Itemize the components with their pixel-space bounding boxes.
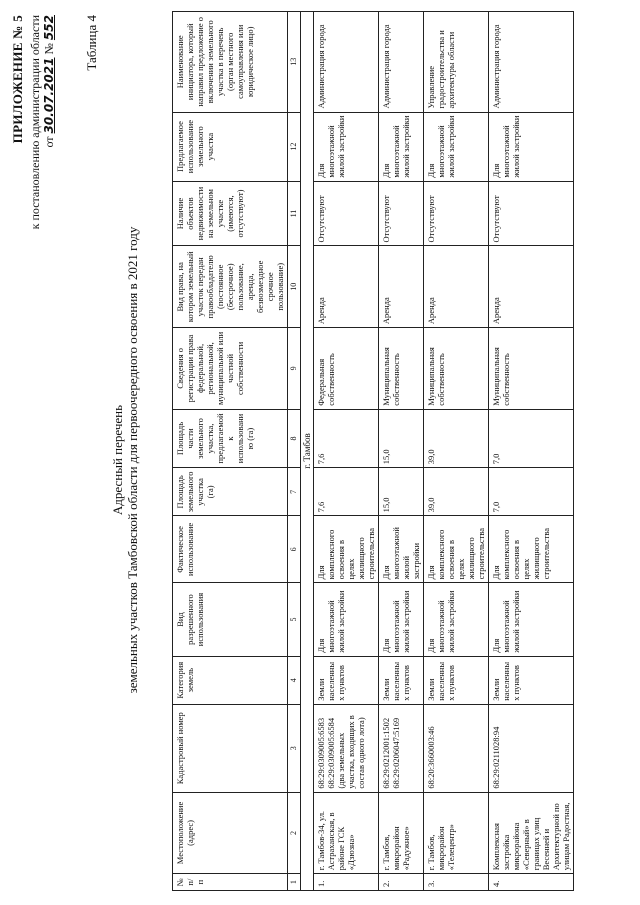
col-header: Наименование инициатора, который направил предложение о включении земельного участка в перечень (орган местного самоуправления или юридическое лицо)	[173, 12, 288, 113]
number-handwritten: 552	[42, 15, 56, 41]
col-header: Категория земель	[173, 656, 288, 704]
cell-proposed-use: Для многоэтажной жилой застройки	[424, 112, 489, 181]
title-line-1: Адресный перечень	[110, 404, 125, 516]
col-header: Местоположение (адрес)	[173, 792, 288, 874]
cell-location: г. Тамбов, микрорайон «Телецентр»	[424, 792, 489, 874]
cell-permitted-use: Для многоэтажной жилой застройки	[314, 583, 379, 656]
cell-area: 15,0	[379, 468, 424, 516]
cell-category: Земли населенных пунктов	[379, 656, 424, 704]
cell-location: Комплексная застройка микрорайона «Северный» в границах улиц Весенней и Архитектурной по улицам Радостная,	[489, 792, 574, 874]
date-handwritten: 30.07.2021	[42, 57, 56, 134]
cell-category: Земли населенных пунктов	[424, 656, 489, 704]
cell-location: г. Тамбов-34, ул. Астраханская, в районе ГСК «Дзюзна»	[314, 792, 379, 874]
cell-category: Земли населенных пунктов	[489, 656, 574, 704]
title-line-2: земельных участков Тамбовской области для первоочередного освоения в 2021 году	[125, 226, 140, 694]
cell-permitted-use: Для многоэтажной жилой застройки	[379, 583, 424, 656]
cell-actual-use: Для комплексного освоения в целях жилищного строительства	[489, 516, 574, 583]
col-number: 1	[288, 874, 301, 891]
cell-ownership: Федеральная собственность	[314, 328, 379, 410]
date-line	[42, 15, 56, 315]
table-label: Таблица 4	[84, 15, 99, 71]
col-header: Вид права, на котором земельный участок передан правообладателю (постоянное (бессрочное) пользование, аренда, безвозмездное срочное пользование)	[173, 246, 288, 328]
table-row	[314, 12, 379, 891]
cell-right: Аренда	[379, 246, 424, 328]
col-header: Площадь земельного участка (га)	[173, 468, 288, 516]
cell-category: Земли населенных пунктов	[314, 656, 379, 704]
col-number: 8	[288, 409, 301, 468]
number-prefix: №	[42, 43, 56, 55]
table-row	[379, 12, 424, 891]
col-header: Фактическое использование	[173, 516, 288, 583]
cell-number: 3.	[424, 874, 489, 891]
document-title	[110, 135, 140, 785]
cell-proposed-use: Для многоэтажной жилой застройки	[314, 112, 379, 181]
col-header: Наличие объектов недвижимости на земельном участке (имеются, отсутствуют)	[173, 181, 288, 246]
cell-actual-use: Для многоэтажной жилой застройки	[379, 516, 424, 583]
col-number: 7	[288, 468, 301, 516]
land-plots-table	[172, 11, 574, 891]
cell-area: 7,6	[314, 468, 379, 516]
col-number: 4	[288, 656, 301, 704]
col-number: 12	[288, 112, 301, 181]
cell-ownership: Муниципальная собственность	[489, 328, 574, 410]
cell-cadastral: 68:29:0211028:94	[489, 704, 574, 792]
date-prefix: от	[42, 136, 56, 148]
cell-actual-use: Для комплексного освоения в целях жилищного строительства	[424, 516, 489, 583]
col-header: Сведения о регистрации права федеральной, региональной, муниципальной или частной собственности	[173, 328, 288, 410]
appendix-title: ПРИЛОЖЕНИЕ № 5	[10, 15, 25, 144]
cell-part-area: 39,0	[424, 409, 489, 468]
cell-initiator: Администрация города	[489, 12, 574, 113]
col-number: 10	[288, 246, 301, 328]
city-row	[301, 12, 314, 891]
col-header: № п/п	[173, 874, 288, 891]
column-number-row	[288, 12, 301, 891]
cell-part-area: 15,0	[379, 409, 424, 468]
col-number: 9	[288, 328, 301, 410]
cell-right: Аренда	[489, 246, 574, 328]
cell-initiator: Администрация города	[314, 12, 379, 113]
cell-cadastral: 68:29:0212001:1502 68:29:0206047:5169	[379, 704, 424, 792]
col-number: 13	[288, 12, 301, 113]
cell-right: Аренда	[424, 246, 489, 328]
table-row	[489, 12, 574, 891]
cell-number: 2.	[379, 874, 424, 891]
resolution-prefix: к постановлению администрации области	[28, 15, 42, 230]
cell-proposed-use: Для многоэтажной жилой застройки	[489, 112, 574, 181]
cell-objects: Отсутствуют	[424, 181, 489, 246]
cell-cadastral: 68:20:3660003:46	[424, 704, 489, 792]
cell-permitted-use: Для многоэтажной жилой застройки	[489, 583, 574, 656]
cell-cadastral: 68:29:0309005:6583 68:29:0309005:6584 (два земельных участка, входящих в состав одного лота)	[314, 704, 379, 792]
cell-actual-use: Для комплексного освоения в целях жилищного строительства	[314, 516, 379, 583]
header-row	[173, 12, 288, 891]
cell-area: 39,0	[424, 468, 489, 516]
cell-ownership: Муниципальная собственность	[379, 328, 424, 410]
cell-proposed-use: Для многоэтажной жилой застройки	[379, 112, 424, 181]
cell-objects: Отсутствуют	[314, 181, 379, 246]
col-number: 6	[288, 516, 301, 583]
cell-part-area: 7,6	[314, 409, 379, 468]
cell-objects: Отсутствуют	[379, 181, 424, 246]
cell-initiator: Управление градостроительства и архитектуры области	[424, 12, 489, 113]
col-header: Кадастровый номер	[173, 704, 288, 792]
col-header: Площадь части земельного участка, предлагаемой к использованию (га)	[173, 409, 288, 468]
cell-right: Аренда	[314, 246, 379, 328]
city-name: г. Тамбов	[301, 12, 314, 891]
cell-initiator: Администрация города	[379, 12, 424, 113]
col-number: 11	[288, 181, 301, 246]
cell-objects: Отсутствуют	[489, 181, 574, 246]
resolution-line	[28, 15, 56, 315]
col-number: 2	[288, 792, 301, 874]
cell-number: 4.	[489, 874, 574, 891]
table-row	[424, 12, 489, 891]
col-number: 5	[288, 583, 301, 656]
cell-part-area: 7,0	[489, 409, 574, 468]
cell-area: 7,0	[489, 468, 574, 516]
col-header: Вид разрешенного использования	[173, 583, 288, 656]
col-number: 3	[288, 704, 301, 792]
cell-number: 1.	[314, 874, 379, 891]
cell-permitted-use: Для многоэтажной жилой застройки	[424, 583, 489, 656]
cell-ownership: Муниципальная собственность	[424, 328, 489, 410]
cell-location: г. Тамбов, микрорайон «Радужное»	[379, 792, 424, 874]
col-header: Предлагаемое использование земельного участка	[173, 112, 288, 181]
